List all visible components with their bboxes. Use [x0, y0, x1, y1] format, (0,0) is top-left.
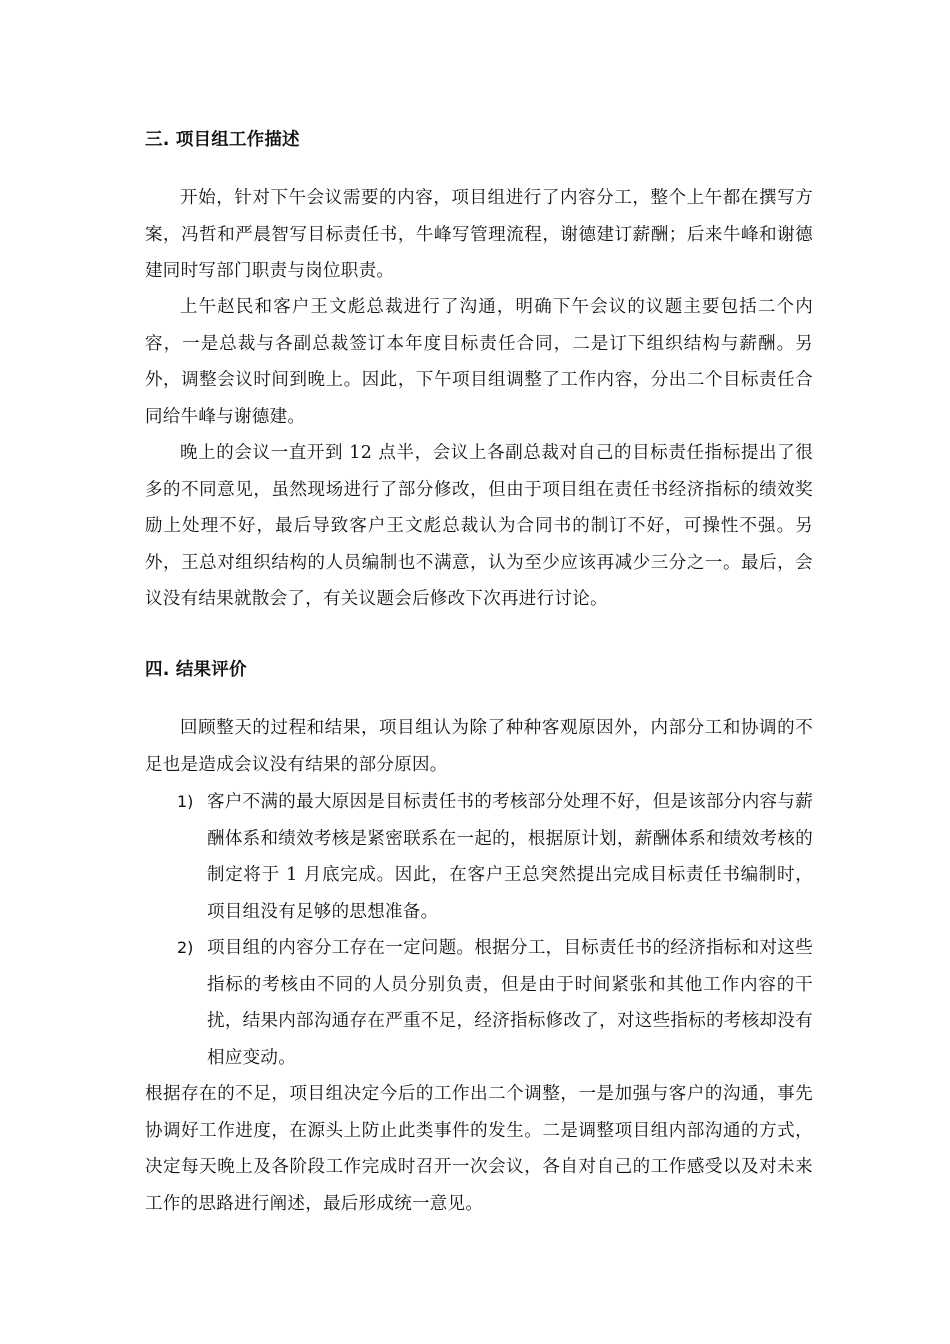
section-heading-result-evaluation: 四. 结果评价: [145, 660, 247, 680]
list-item-text: 客户不满的最大原因是目标责任书的考核部分处理不好，但是该部分内容与薪酬体系和绩效考核是紧密联系在一起的，根据原计划，薪酬体系和绩效考核的制定将于 1 月底完成。因此，在客户王总突然提出完成目标责任书编制时，项目组没有足够的思想准备。: [207, 792, 813, 922]
list-item-number: 2): [177, 938, 194, 957]
list-item: [177, 784, 813, 930]
paragraph-evening-meeting: 晚上的会议一直开到 12 点半，会议上各副总裁对自己的目标责任指标提出了很多的不同意见，虽然现场进行了部分修改，但由于项目组在责任书经济指标的绩效奖励上处理不好，最后导致客户王文彪总裁认为合同书的制订不好，可操性不强。另外，王总对组织结构的人员编制也不满意，认为至少应该再减少三分之一。最后，会议没有结果就散会了，有关议题会后修改下次再进行讨论。: [145, 443, 813, 609]
paragraph-morning-communication: 上午赵民和客户王文彪总裁进行了沟通，明确下午会议的议题主要包括二个内容，一是总裁与各副总裁签订本年度目标责任合同，二是订下组织结构与薪酬。另外，调整会议时间到晚上。因此，下午项目组调整了工作内容，分出二个目标责任合同给牛峰与谢德建。: [145, 297, 813, 427]
paragraph-review-intro: 回顾整天的过程和结果，项目组认为除了种种客观原因外，内部分工和协调的不足也是造成会议没有结果的部分原因。: [145, 718, 813, 775]
list-item: [177, 930, 813, 1076]
section-heading-work-description: 三. 项目组工作描述: [145, 130, 300, 150]
list-item-number: 1): [177, 792, 194, 811]
list-item-text: 项目组的内容分工存在一定问题。根据分工，目标责任书的经济指标和对这些指标的考核由不同的人员分别负责，但是由于时间紧张和其他工作内容的干扰，结果内部沟通存在严重不足，经济指标修改了，对这些指标的考核却没有相应变动。: [207, 938, 813, 1068]
paragraph-conclusion: 根据存在的不足，项目组决定今后的工作出二个调整，一是加强与客户的沟通，事先协调好工作进度，在源头上防止此类事件的发生。二是调整项目组内部沟通的方式，决定每天晚上及各阶段工作完成时召开一次会议，各自对自己的工作感受以及对未来工作的思路进行阐述，最后形成统一意见。: [145, 1084, 813, 1214]
paragraph-work-division: 开始，针对下午会议需要的内容，项目组进行了内容分工，整个上午都在撰写方案，冯哲和严晨智写目标责任书，牛峰写管理流程，谢德建订薪酬；后来牛峰和谢德建同时写部门职责与岗位职责。: [145, 188, 813, 281]
